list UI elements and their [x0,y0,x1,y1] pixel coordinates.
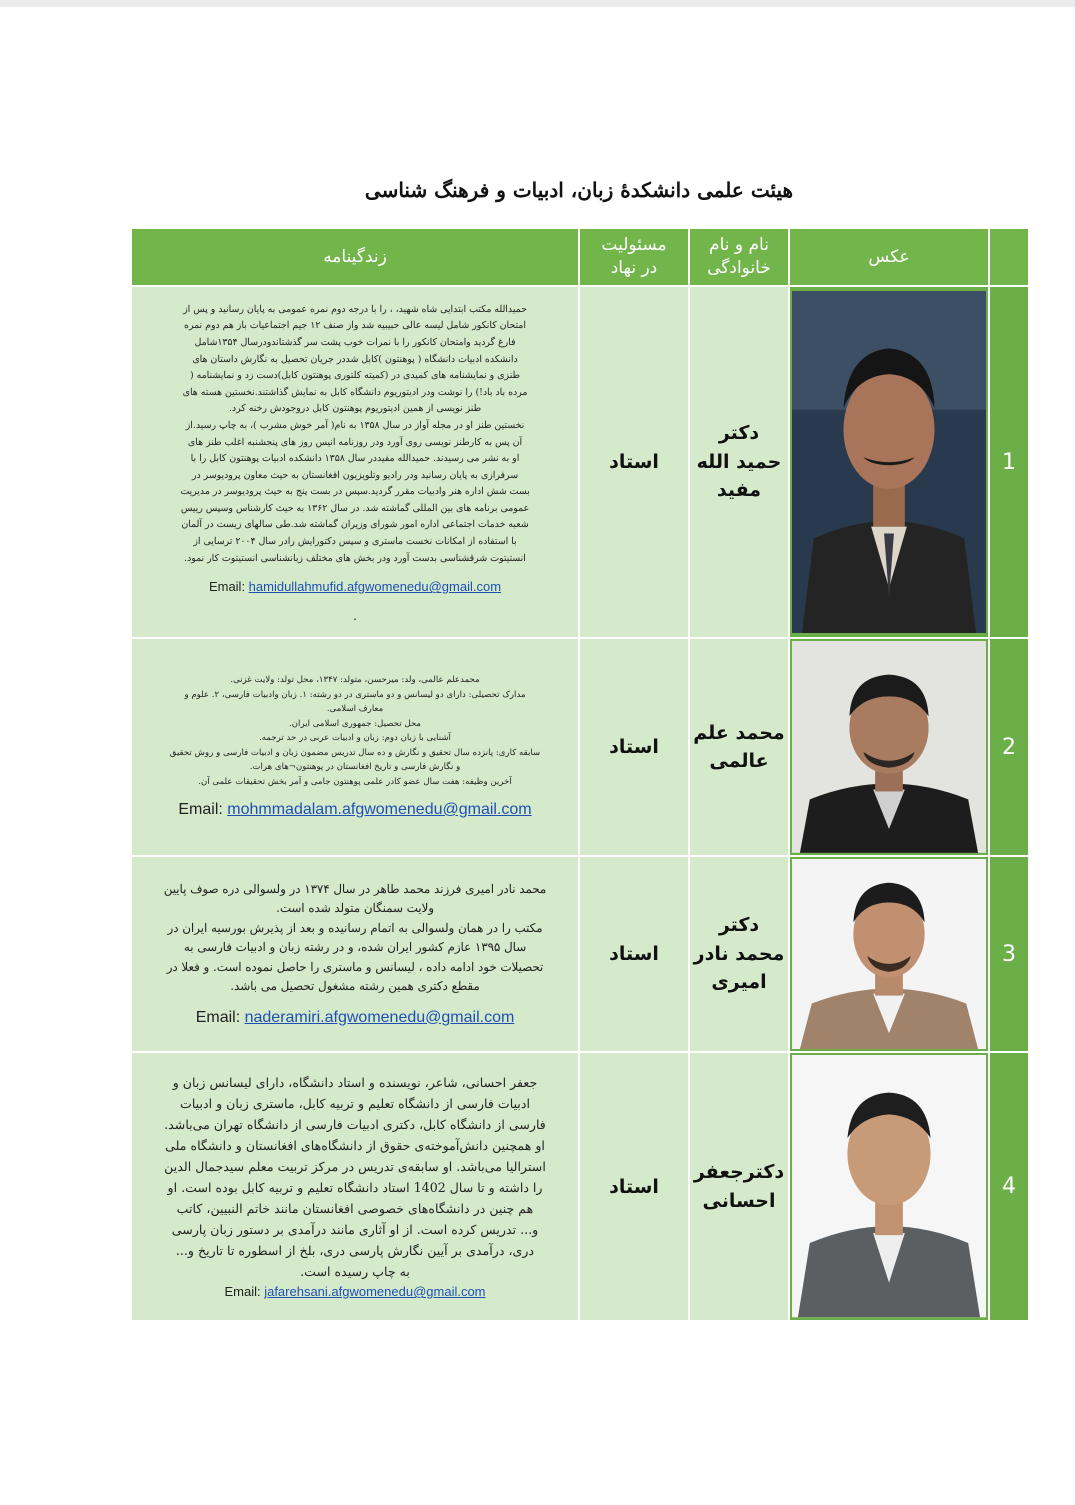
email-link[interactable]: jafarehsani.afgwomenedu@gmail.com [264,1284,486,1300]
photo-cell [789,638,989,856]
photo-cell [789,1052,989,1321]
bio-text: جعفر احسانی، شاعر، نویسنده و استاد دانشگاه، دارای لیسانس زبان و ادبیات فارسی از دانشگاه تعلیم و تربیه کابل، ماستری زبان و ادبیات فارسی از دانشگاه کابل، دکتری ادبیات فارسی از دانشگاه تهران می‌باشد. او همچنین دانش‌آموخته‌ی حقوق از دانشگاه‌های افغانستان و دانشگاه ملی استرالیا می‌باشد. او سابقه‌ی تدریس در مرکز تربیت معلم سیدجمال الدین را داشته و تا سال 1402 استاد دانشگاه تعلیم و تربیه کابل بوده است. او هم چنین در دانشگاه‌های خصوصی افغانستان مانند خاتم النبیین، کاتب و... تدریس کرده است. از او آثاری مانند درآمدی بر دستور زبان پارسی دری، درآمدی بر آیین نگارش پارسی دری، بلخ از اسطوره تا تاریخ و... به چاپ رسیده است. [164,1075,546,1280]
email-line [142,1009,568,1027]
header-bio: زندگینامه [131,228,579,286]
faculty-role: استاد [579,1052,689,1321]
person-portrait-icon [792,859,986,1049]
portrait-photo [792,641,986,853]
email-link[interactable]: naderamiri.afgwomenedu@gmail.com [244,1008,515,1026]
faculty-bio [131,856,579,1052]
faculty-name: دکترجعفر احسانی [689,1052,789,1321]
email-label: Email: [224,1284,265,1300]
row-number: 4 [989,1052,1029,1321]
photo-cell [789,856,989,1052]
bio-text: محمد نادر امیری فرزند محمد طاهر در سال ۱۳۷۴ در ولسوالی دره صوف پایین ولایت سمنگان متولد شده است. مکتب را در همان ولسوالی به اتمام رسانیده و بعد از پذیرش بورسیه ایران در سال ۱۳۹۵ عازم کشور ایران شده، و در رشته زبان و ادبیات فارسی به تحصیلات خود ادامه داده ، لیسانس و ماستری را حاصل نموده است. و فعلا در مقطع دکتری همین رشته مشغول تحصیل می باشد. [163,881,547,994]
email-line [142,579,568,594]
email-line [142,1284,568,1299]
table-row [131,856,1029,1052]
portrait-photo [792,1055,986,1317]
faculty-name: دکتر حمید الله مفید [689,286,789,638]
photo-cell [789,286,989,638]
faculty-bio [131,638,579,856]
table-header-row [131,228,1029,286]
faculty-name: دکتر محمد نادر امیری [689,856,789,1052]
row-number: 3 [989,856,1029,1052]
email-line [142,801,568,819]
table-row [131,286,1029,638]
email-label: Email: [195,1008,245,1026]
table-row [131,1052,1029,1321]
header-name: نام و نام خانوادگی [689,228,789,286]
person-portrait-icon [792,1055,986,1317]
email-label: Email: [208,579,249,595]
page-title: هیئت علمی دانشکدهٔ زبان، ادبیات و فرهنگ شناسی [364,178,794,202]
faculty-role: استاد [579,638,689,856]
faculty-bio [131,286,579,638]
faculty-role: استاد [579,856,689,1052]
row-number: 1 [989,286,1029,638]
bio-text: حمیدالله مکتب ابتدایی شاه شهید، ، را با درجه دوم نمره عمومی به پایان رسانید و پس از امتحان کانکور شامل لیسه عالی حبیبیه شد واز صنف ۱۲ جیم اجتماعیات باز هم دوم نمره فارغ گردید وامتحان کانکور را با نمرات خوب پشت سر گذشتاندودرسال ۱۳۵۴شامل دانشکده ادبیات دانشگاه ( پوهنتون )کابل شددر جریان تحصیل به نگارش داستان های طنزی و نمایشنامه های کمیدی در (کمیته کلتوری پوهنتون کابل)دست زد و نمایشنامه ( مرده باد باد!) را نوشت ودر ادیتوریوم دانشگاه کابل به نمایش گذاشتند.نخستین هسته های طنز نویسی از همین ادیتوریوم پوهنتون کابل دروجودش رخنه کرد. نخستین طنز او در مجله آواز در سال ۱۳۵۸ به نام( آمر خوش مشرب )، به چاپ رسید.از آن پس به کارطنز نویسی روی آورد ودر روزنامه انیس روز های پنجشنبه اغلب طنز های او به نشر می رسیدند. حمیدالله مفیددر سال ۱۳۵۸ دانشکده ادبیات پوهنتون کابل را با سرفرازی به پایان رسانید ودر رادیو وتلویزیون افغانستان به حیث معاون پرودیوسر در بست شش اداره هنر وادبیات مقرر گردید.سپس در بست پنج به حیث پرودیوسر در مدیریت عمومی برنامه های بین المللی گماشته شد. در سال ۱۳۶۲ به حیث کارشناس وسپس رییس شعبه خدمات اجتماعی اداره امور شورای وزیران گماشته شد.طی سالهای زیست در آلمان با استفاده از امکانات نخست ماستری و سپس دکتورایش رادر سال ۲۰۰۴ ترسایی از انستیتوت شرقشناسی بدست آورد ودر بخش های مختلف زبانشناسی انستیتوت کار نمود. [180,303,530,564]
faculty-table [130,227,1030,1322]
header-number [989,228,1029,286]
faculty-bio [131,1052,579,1321]
faculty-name: محمد علم عالمی [689,638,789,856]
portrait-photo [792,291,986,633]
header-photo: عکس [789,228,989,286]
table-row [131,638,1029,856]
bio-text: محمدعلم عالمی، ولد: میرحسن، متولد: ۱۳۴۷، محل تولد: ولایت غزنی. مدارک تحصیلی: دارای دو لیسانس و دو ماستری در دو رشته: ۱. زبان وادبیات فارسی، ۲. علوم و معارف اسلامی. محل تحصیل: جمهوری اسلامی ایران. آشنایی با زبان دوم: زبان و ادبیات عربی در حد ترجمه. سابقه کاری: پانزده سال تحقیق و نگارش و ده سال تدریس مضمون زبان و ادبیات فارسی و روش تحقیق و نگارش فارسی و تاریخ افغانستان در پوهنتون¬های هرات. آخرین وظیفه: هفت سال عضو کادر علمی پوهنتون جامی و آمر بخش تحقیقات علمی آن. [169,675,541,787]
header-role: مسئولیت در نهاد [579,228,689,286]
email-label: Email: [178,801,228,818]
top-bar [0,0,1075,7]
portrait-photo [792,859,986,1049]
email-link[interactable]: mohmmadalam.afgwomenedu@gmail.com [227,801,532,818]
person-portrait-icon [792,641,986,853]
email-link[interactable]: hamidullahmufid.afgwomenedu@gmail.com [248,579,502,595]
faculty-role: استاد [579,286,689,638]
row-number: 2 [989,638,1029,856]
trailing-dot: . [353,609,357,624]
person-portrait-icon [792,291,986,633]
